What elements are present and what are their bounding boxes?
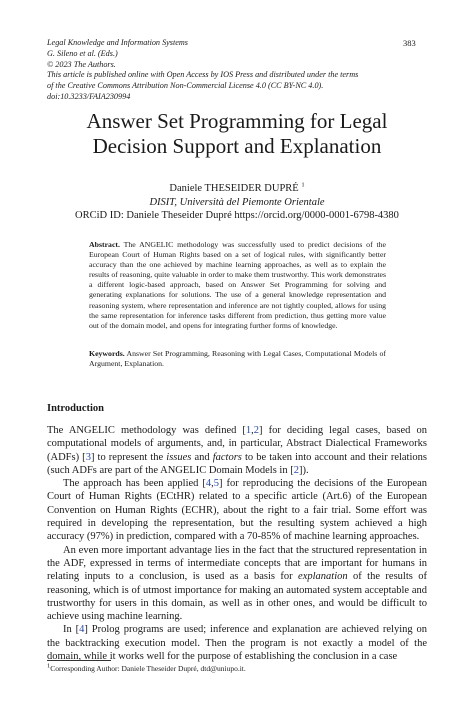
author-footnote-mark: 1 [301,181,305,189]
body-text [47,424,427,663]
abstract-text: The ANGELIC methodology was successfully used to predict decisions of the European Court of Human Rights based on a set of logical rules, with significantly better accuracy than the one achieved by machine learning approaches, as well as to explain the results of reasoning, quite valuable in order to make them trustworthy. This work demonstrates a different logic-based approach, based on Answer Set Programming for solving and generating explanations for solutions. The use of a general knowledge representation and reasoning system, where representation and inference are not tightly coupled, allows for using the same representation for inference tasks different from prediction, thus getting more value out of the domain model, and opens for integrating further forms of knowledge. [89,240,386,330]
p3-text-b: of the results of reasoning, which is of utmost importance for making an automated system acceptable and trustworthy for users in this domain, as well as in other ones, and would be difficult to achieve using machine learning. [47,571,427,623]
author-block [47,182,427,223]
p2-text-a: The approach has been applied [ [63,478,206,490]
header-line-license-2: of the Creative Commons Attribution Non-Commercial License 4.0 (CC BY-NC 4.0). [47,81,324,91]
publication-header [47,38,427,103]
p4-text-a: In [ [63,624,80,636]
author-orcid: ORCiD ID: Daniele Theseider Dupré https://orcid.org/0000-0001-6798-4380 [75,210,399,221]
paper-title [47,109,427,159]
header-line-doi: doi:10.3233/FAIA230994 [47,91,131,101]
footnote-text: Corresponding Author: Daniele Theseider Dupré, dtd@uniupo.it. [50,664,246,673]
p2-text-b: , [211,478,214,490]
p1-text-e: and [191,451,213,463]
footnote-mark: 1 [47,662,51,670]
citation-link[interactable]: 2 [253,425,260,436]
header-line-copyright: © 2023 The Authors. [47,59,116,69]
paragraph-1 [47,424,427,477]
paragraph-3 [47,544,427,624]
header-line-license-1: This article is published online with Open Access by IOS Press and distributed under the terms [47,70,359,80]
keywords [89,349,386,369]
p2-text-c: ] for reproducing the decisions of the European Court of Human Rights (ECtHR) related to a specific article (Art.6) of the European Convention on Human Rights (ECHR), about the right to a fair trial. Some effort was required in developing the representation, but the resulting system achieved a high accuracy (97%) in prediction, compared with a 70-85% of machine learning approaches. [47,478,427,543]
p4-text-b: ] Prolog programs are used; inference and explanation are achieved relying on the backtracking execution model. Then the program is not exactly a model of the domain, while it works well for the purpose of establishing the conclusion in a case [47,624,428,663]
p1-emphasis-factors: factors [212,451,242,463]
section-heading-introduction: Introduction [47,403,104,414]
keywords-label: Keywords. [89,349,125,358]
citation-link[interactable]: 2 [293,464,299,476]
citation-link[interactable]: 1 [245,425,252,436]
page-number: 383 [403,38,416,48]
p3-emphasis-explanation: explanation [298,571,348,583]
p1-text-c: ] for deciding legal cases, based on computational models of arguments, and, in particular, Abstract Dialectical Frameworks (ADFs) [ [47,425,427,463]
abstract-label: Abstract. [89,240,120,249]
p3-text-a: An even more important advantage lies in the fact that the structured representation in the ADF, expressed in terms of intermediate concepts that are important for humans in relating inputs to a conclusion, is used as a basis for [47,544,427,583]
p1-text-b: , [251,425,254,436]
p1-text-a: The ANGELIC methodology was defined [ [47,425,246,436]
p1-text-f: to be taken into account and their relations (such ADFs are part of the ANGELIC Domain Models in [ [47,451,427,476]
header-line-editors: G. Sileno et al. (Eds.) [47,48,118,58]
citation-link[interactable]: 4 [205,478,212,490]
header-line-proceedings: Legal Knowledge and Information Systems [47,38,188,47]
citation-link[interactable]: 5 [213,478,220,490]
p1-text-g: ]). [298,464,309,476]
keywords-text: Answer Set Programming, Reasoning with Legal Cases, Computational Models of Argument, Explanation. [89,349,386,369]
paragraph-4 [47,623,427,663]
footnote-divider [47,660,111,661]
citation-link[interactable]: 3 [85,451,91,463]
citation-link[interactable]: 4 [79,624,85,636]
title-line-2: Decision Support and Explanation [92,134,382,158]
footnote [47,664,427,674]
paragraph-2 [47,477,427,543]
author-name: Daniele THESEIDER DUPRÉ [169,183,299,194]
title-line-1: Answer Set Programming for Legal [86,109,388,133]
author-affiliation: DISIT, Università del Piemonte Orientale [149,196,325,208]
author-name-line [47,182,427,196]
abstract [89,240,386,331]
p1-text-d: ] to represent the [90,451,167,463]
p1-emphasis-issues: issues [166,451,192,463]
